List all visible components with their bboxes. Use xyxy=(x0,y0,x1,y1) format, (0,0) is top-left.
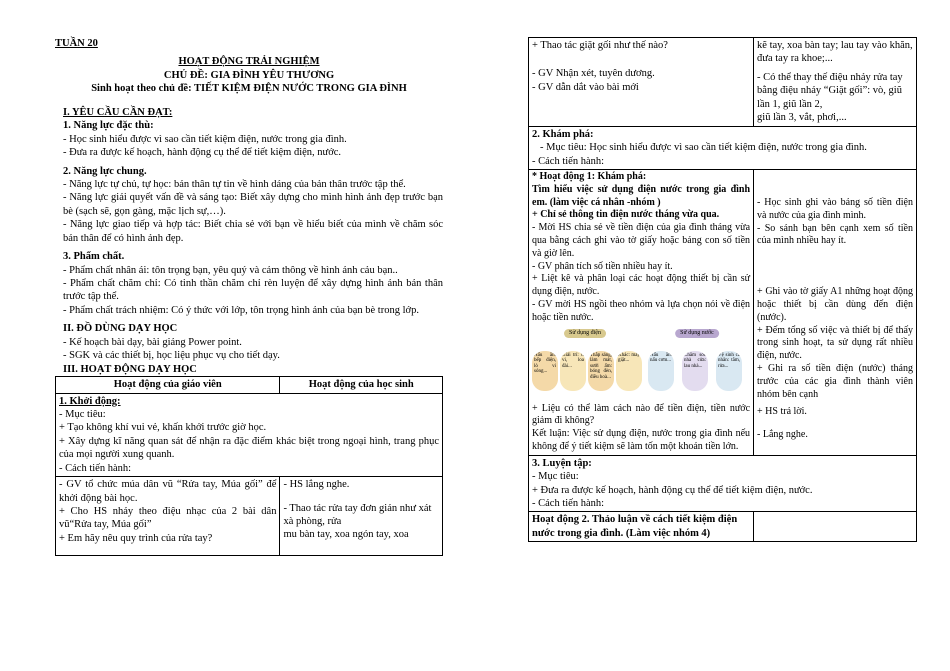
text-line: + Chỉ sẻ thông tin điện nước tháng vừa qua. xyxy=(532,209,720,221)
text-line: - GV Nhận xét, tuyên dương. xyxy=(532,68,655,80)
text-line: - Học sinh hiểu được vì sao cần tiết kiệm điện, nước trong gia đình. xyxy=(63,133,347,145)
table-row xyxy=(529,126,917,169)
heading-activity-1: * Hoạt động 1: Khám phá: xyxy=(532,170,647,182)
header-student: Hoạt động của học sinh xyxy=(280,377,443,393)
section-activities: III. HOẠT ĐỘNG DẠY HỌC xyxy=(63,363,197,375)
text-line: - Phẩm chất trách nhiệm: Có ý thức với lớp, tôn trọng hình ảnh của bạn bè trong lớp. xyxy=(63,304,419,316)
text-line: - Kế hoạch bài dạy, bài giảng Power point. xyxy=(63,336,242,348)
text-line: - GV mời HS ngồi theo nhóm và lựa chọn nói về điện hoặc tiền nước. xyxy=(532,298,751,323)
text-line: - Năng lực giao tiếp và hợp tác: Biết chia sẻ với bạn về hiểu biết của mình về chăm sóc bản thân để có hình ảnh đẹp. xyxy=(63,219,443,244)
text-line: - GV phân tích số tiền nhiều hay ít. xyxy=(532,260,673,272)
text-line: - GV dẫn dắt vào bài mới xyxy=(532,81,639,93)
diagram-electric-group xyxy=(532,329,638,399)
text-line: - Lắng nghe. xyxy=(757,429,808,441)
text-line: - Mục tiêu: Học sinh hiểu được vì sao cần tiết kiệm điện, nước trong gia đình. xyxy=(540,142,867,154)
table-row xyxy=(529,512,917,542)
student-cell xyxy=(754,38,917,127)
diagram-node: Khác: máy giặt... xyxy=(616,351,642,391)
student-cell xyxy=(280,477,443,556)
text-line: - Năng lực tự chủ, tự học: bản thân tự tin về hình dáng của bản thân trước tập thể. xyxy=(63,178,406,190)
activity-table-left xyxy=(55,376,443,556)
warmup-cell xyxy=(56,393,443,477)
text-line: - Cách tiến hành: xyxy=(532,155,605,167)
text-line: - Học sinh ghi vào bảng số tiền điện và nước của gia đình mình. xyxy=(757,196,913,221)
teacher-cell xyxy=(529,169,754,455)
text-line: - Mục tiêu: xyxy=(532,471,579,483)
explore-cell xyxy=(529,126,917,169)
heading-general-competence: 2. Năng lực chung. xyxy=(63,165,147,177)
text-line: - So sánh bạn bên cạnh xem số tiền của mình nhiều hay ít. xyxy=(757,222,913,247)
table-row xyxy=(529,38,917,127)
text-line: - Có thể thay thế điệu nhảy rửa tay bằng điệu nhảy “Giặt gối”: vò, giũ lần 1, giũ lần 2, xyxy=(757,71,903,110)
diagram-water-title: Sử dụng nước xyxy=(675,329,719,339)
text-line: - Cách tiến hành: xyxy=(59,462,132,474)
table-row xyxy=(56,477,443,556)
teacher-cell xyxy=(56,477,280,556)
week-label: TUẦN 20 xyxy=(55,38,98,49)
text-line: + HS trả lời. xyxy=(757,406,807,418)
text-line: + Cho HS nhảy theo điệu nhạc của 2 bài dân vũ“Rửa tay, Múa gối” xyxy=(59,506,277,531)
text-line: - Đưa ra được kế hoạch, hành động cụ thể để tiết kiệm điện, nước. xyxy=(63,147,342,159)
text-line: + Xây dựng kĩ năng quan sát để nhận ra đặc điểm khác biệt trong ngoại hình, trang phục của mọi người xung quanh. xyxy=(59,435,439,461)
usage-diagram xyxy=(532,329,750,399)
title-lesson: Sinh hoạt theo chủ đề: TIẾT KIỆM ĐIỆN NƯỚC TRONG GIA ĐÌNH xyxy=(91,83,407,95)
left-column xyxy=(55,37,443,556)
text-line: - Phẩm chất nhân ái: tôn trọng bạn, yêu quý và cảm thông về hình ảnh cảu bạn.. xyxy=(63,264,398,276)
diagram-node: Thắp sáng, làm mát, sưởi ấm: bóng đèn, điều hoà... xyxy=(588,351,614,391)
text-line: - Năng lực giải quyết vấn đề và sáng tạo: Biết xây dựng cho mình hình ảnh đẹp trước bạn bè (sạch sẽ, gọn gàng, mặc lịch sự,…). xyxy=(63,192,443,217)
activity-table-right xyxy=(528,37,917,542)
text-line: + Em hãy nêu quy trình của rửa tay? xyxy=(59,532,213,544)
text-line: - Thao tác rửa tay đơn giản như xát xà phòng, rửa xyxy=(283,502,432,527)
table-row xyxy=(529,169,917,455)
text-line: giũ lần 3, vắt, phơi,... xyxy=(757,112,847,124)
diagram-node: Nấu ăn: nấu cơm... xyxy=(648,351,674,391)
text-line: + Ghi ra số tiền điện (nước) tháng trước của các gia đình thành viên nhóm bên cạnh xyxy=(757,362,913,400)
section-materials: II. ĐỒ DÙNG DẠY HỌC xyxy=(63,323,178,335)
text-line: - Mời HS chia sẻ về tiền điện của gia đình tháng vừa qua bằng cách ghi vào tờ giấy hoặc bảng con số tiền và giờ lên. xyxy=(532,222,751,259)
text-line: + Thao tác giặt gối như thế nào? xyxy=(532,40,668,51)
text-line: - Cách tiến hành: xyxy=(532,498,605,509)
table-header-row xyxy=(56,377,443,393)
student-cell xyxy=(754,169,917,455)
teacher-cell xyxy=(529,38,754,127)
text-line: - Mục tiêu: xyxy=(59,408,106,420)
text-line: kẽ tay, xoa bàn tay; lau tay vào khăn, đưa tay ra khoe;... xyxy=(757,40,913,65)
title-activity: HOẠT ĐỘNG TRẢI NGHIỆM xyxy=(178,56,320,68)
right-column xyxy=(528,37,917,542)
text-line: + Đếm tổng số việc và thiết bị để thấy trong sinh hoạt, ta sử dụng rất nhiều điện, nước. xyxy=(757,324,913,362)
diagram-node: Chăm sóc nhà cửa: lau nhà... xyxy=(682,351,708,391)
text-line: + Liệu có thể làm cách nào để tiền điện, tiền nước giảm đi không? xyxy=(532,402,751,427)
title-topic: CHỦ ĐỀ: GIA ĐÌNH YÊU THƯƠNG xyxy=(163,69,335,81)
diagram-node: Vệ sinh cá nhân: tắm, rửa... xyxy=(716,351,742,391)
text-line: Tìm hiểu việc sử dụng điện nước trong gia đình em. (làm việc cá nhân -nhóm ) xyxy=(532,183,751,208)
table-row xyxy=(529,455,917,512)
section-requirements: I. YÊU CẦU CẦN ĐẠT: xyxy=(63,106,173,118)
diagram-node: Nấu ăn: bếp điện, lò vi sóng... xyxy=(532,351,558,391)
practice-cell xyxy=(529,455,917,512)
diagram-node: Giải trí: ti vi, loa đài... xyxy=(560,351,586,391)
text-line: Kết luận: Việc sử dụng điện, nước trong gia đình nếu không để ý tiết kiệm sẽ làm tốn một khoản tiền lớn. xyxy=(532,428,751,452)
teacher-cell: Hoạt động 2. Thảo luận về cách tiết kiệm điện nước trong gia đình. (Làm việc nhóm 4) xyxy=(529,512,754,542)
text-line: - SGK và các thiết bị, học liệu phục vụ cho tiết dạy. xyxy=(63,350,280,362)
heading-specific-competence: 1. Năng lực đặc thù: xyxy=(63,120,154,132)
heading-practice: 3. Luyện tập: xyxy=(532,457,592,469)
text-line: mu bàn tay, xoa ngón tay, xoa xyxy=(283,529,409,541)
text-line: + Đưa ra được kế hoạch, hành động cụ thể để tiết kiệm điện, nước. xyxy=(532,484,813,496)
text-line: + Tạo không khí vui vẻ, khấn khởi trước giờ học. xyxy=(59,422,267,434)
heading-explore: 2. Khám phá: xyxy=(532,128,594,140)
diagram-electric-title: Sử dụng điện xyxy=(564,329,606,339)
heading-warmup: 1. Khởi động: xyxy=(59,395,121,407)
header-teacher: Hoạt động của giáo viên xyxy=(56,377,280,393)
text-line: - HS lắng nghe. xyxy=(283,479,350,491)
text-line: + Ghi vào tờ giấy A1 những hoạt động hoặc thiết bị cần dùng đến điện (nước). xyxy=(757,286,913,323)
text-line: - Phẩm chất chăm chỉ: Có tinh thần chăm chỉ rèn luyện để xây dựng hình ảnh bản thân trước tập thể. xyxy=(63,278,443,303)
heading-qualities: 3. Phẩm chất. xyxy=(63,251,125,263)
text-line: + Liệt kê và phân loại các hoạt động thiết bị cần sử dụng điện, nước. xyxy=(532,273,751,298)
diagram-water-group xyxy=(644,329,750,399)
text-line: - GV tổ chức múa dân vũ “Rửa tay, Múa gối” để khởi động bài học. xyxy=(59,479,277,504)
table-row xyxy=(56,393,443,477)
student-cell xyxy=(754,512,917,542)
